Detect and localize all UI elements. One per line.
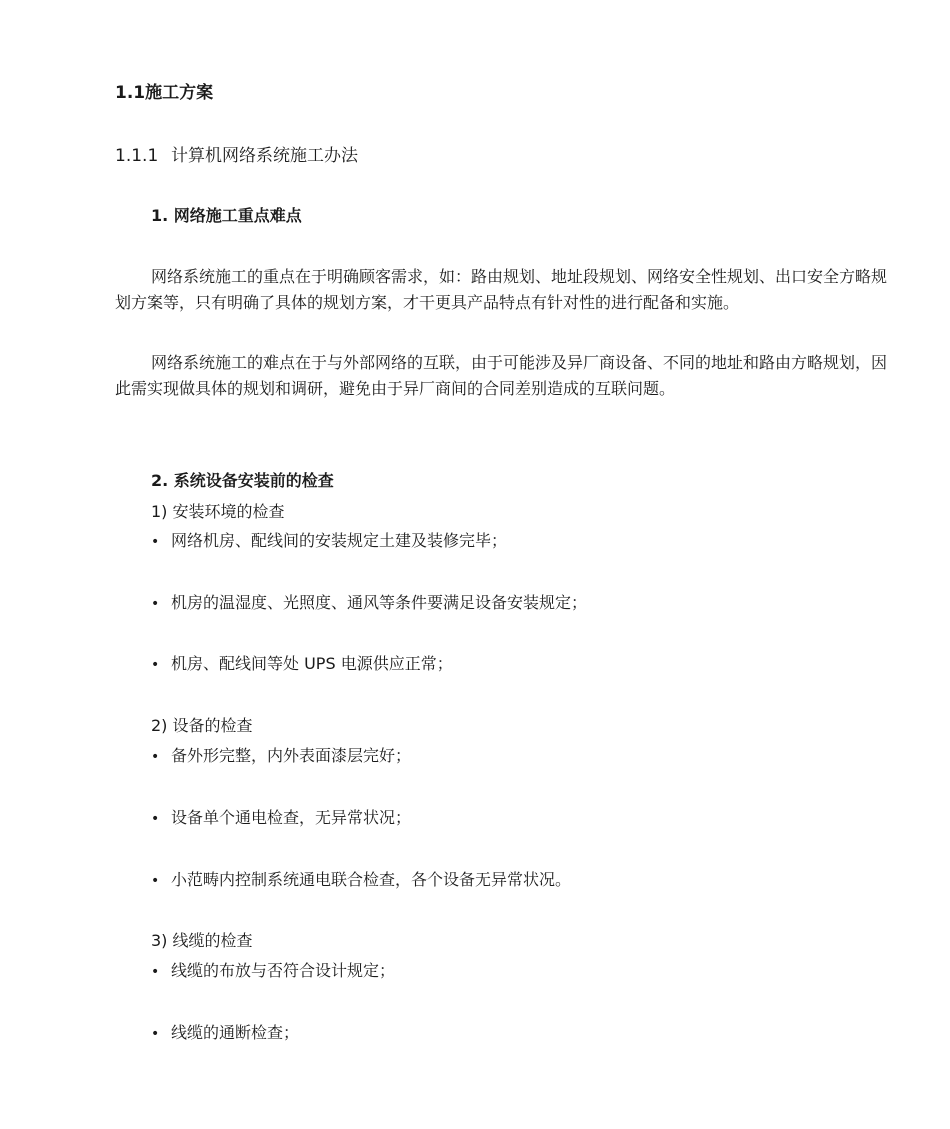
list-item	[151, 805, 411, 828]
subsection-number: 1.1.1	[115, 146, 159, 166]
list-item-text: 线缆的通断检查；	[171, 1023, 300, 1042]
group-label: 1) 安装环境的检查	[151, 502, 285, 521]
list-item	[151, 958, 395, 981]
bullet-icon: •	[151, 1026, 160, 1042]
bullet-icon: •	[151, 964, 160, 980]
group-label: 2) 设备的检查	[151, 716, 253, 735]
list-item-text: 机房、配线间等处 UPS 电源供应正常；	[171, 654, 453, 673]
list-item	[151, 867, 571, 890]
list-item-text: 小范畴内控制系统通电联合检查，各个设备无异常状况。	[171, 870, 572, 889]
list-item-text: 备外形完整，内外表面漆层完好；	[171, 746, 412, 765]
list-item-text: 机房的温湿度、光照度、通风等条件要满足设备安装规定；	[171, 593, 588, 612]
list-item	[151, 528, 507, 551]
part2-heading: 2. 系统设备安装前的检查	[151, 471, 334, 490]
list-item-text: 网络机房、配线间的安装规定土建及装修完毕；	[171, 531, 508, 550]
subsection-title: 计算机网络系统施工办法	[171, 146, 358, 166]
paragraph: 网络系统施工的难点在于与外部网络的互联，由于可能涉及异厂商设备、不同的地址和路由方略规划，因此需实现做具体的规划和调研，避免由于异厂商间的合同差别造成的互联问题。	[115, 353, 888, 398]
list-item	[151, 651, 453, 674]
list-item	[151, 1020, 299, 1043]
bullet-icon: •	[151, 596, 160, 612]
paragraph: 网络系统施工的重点在于明确顾客需求，如：路由规划、地址段规划、网络安全性规划、出口安全方略规划方案等，只有明确了具体的规划方案，才干更具产品特点有针对性的进行配备和实施。	[115, 267, 888, 312]
section-title: 1.1施工方案	[115, 83, 214, 103]
list-item	[151, 590, 587, 613]
list-item-text: 设备单个通电检查，无异常状况；	[171, 808, 412, 827]
bullet-icon: •	[151, 534, 160, 550]
bullet-icon: •	[151, 873, 160, 889]
bullet-icon: •	[151, 657, 160, 673]
group-label: 3) 线缆的检查	[151, 931, 253, 950]
subsection-heading	[115, 141, 358, 166]
part1-heading: 1. 网络施工重点难点	[151, 206, 302, 225]
bullet-icon: •	[151, 749, 160, 765]
bullet-icon: •	[151, 811, 160, 827]
list-item	[151, 743, 411, 766]
list-item-text: 线缆的布放与否符合设计规定；	[171, 961, 396, 980]
